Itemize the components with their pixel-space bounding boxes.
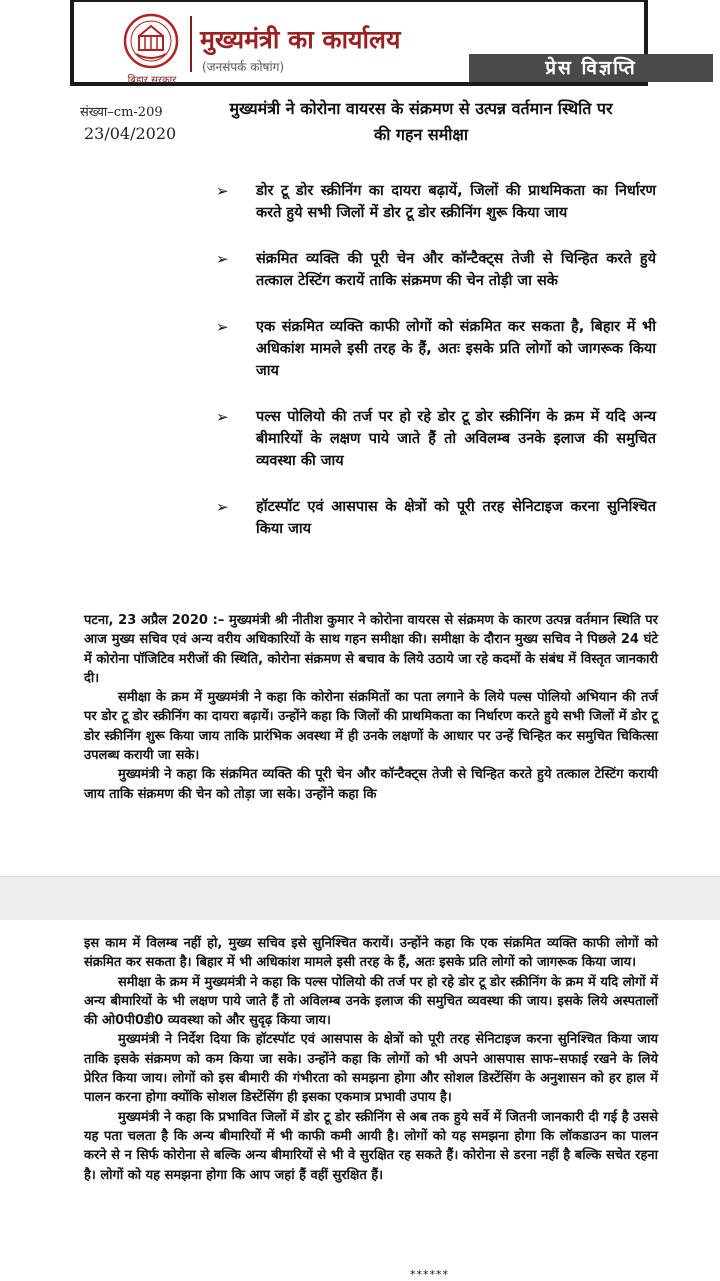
- list-item: [216, 406, 656, 472]
- bullet-text: एक संक्रमित व्यक्ति काफी लोगों को संक्रमित कर सकता है, बिहार में भी अधिकांश मामले इसी तरह के हैं, अतः इसके प्रति लोगों को जागरूक किया जाय: [256, 319, 656, 379]
- letterhead: [70, 0, 648, 86]
- paragraph-continued: इस काम में विलम्ब नहीं हो, मुख्य सचिव इसे सुनिश्चित करायें। उन्होंने कहा कि एक संक्रमित व्यक्ति काफी लोगों को संक्रमित कर सकता है। बिहार में भी अधिकांश मामले इसी तरह के हैं, अतः इसके प्रति लोगों को जागरूक किया जाय।: [84, 936, 658, 971]
- paragraph-intro: [84, 611, 658, 688]
- paragraph-intro-text: मुख्यमंत्री श्री नीतीश कुमार ने कोरोना वायरस से संक्रमण के कारण उत्पन्न वर्तमान स्थिति पर आज मुख्य सचिव एवं अन्य वरीय अधिकारियों के साथ गहन समीक्षा की। समीक्षा के दौरान मुख्य सचिव ने पिछले 24 घंटे में कोरोना पॉजिटिव मरीजों की स्थिति, कोरोना संक्रमण से बचाव के लिये उठाये जा रहे कदमों के संबंध में विस्तृत जानकारी दी।: [84, 613, 658, 686]
- dateline: पटना, 23 अप्रैल 2020 :–: [84, 613, 225, 628]
- bullet-text: पल्स पोलियो की तर्ज पर हो रहे डोर टू डोर स्क्रीनिंग के क्रम में यदि अन्य बीमारियों के लक्षण पाये जाते हैं तो अविलम्ब उनके इलाज की समुचित व्यवस्था की जाय: [256, 409, 656, 469]
- body-text-page-1: [84, 611, 658, 804]
- list-item: [216, 496, 656, 540]
- header-divider: [190, 16, 192, 72]
- paragraph: समीक्षा के क्रम में मुख्यमंत्री ने कहा कि कोरोना संक्रमितों का पता लगाने के लिये पल्स पोलियो अभियान की तर्ज पर डोर टू डोर स्क्रीनिंग का दायरा बढ़ायें। उन्होंने कहा कि जिलों की प्राथमिकता का निर्धारण करते हुये सभी जिलों में डोर टू डोर स्क्रीनिंग शुरू किया जाय ताकि प्रारंभिक अवस्था में ही उनके लक्षणों के आधार पर उन्हें चिन्हित कर समुचित चिकित्सा उपलब्ध करायी जा सके।: [84, 690, 658, 764]
- list-item: [216, 180, 656, 224]
- press-release-label: प्रेस विज्ञप्ति: [545, 57, 637, 79]
- reference-date: 23/04/2020: [84, 124, 177, 143]
- reference-number: संख्या–cm-209: [80, 105, 163, 120]
- arrow-bullet-icon: ➢: [216, 408, 229, 426]
- page-separator: [0, 876, 720, 922]
- bullet-text: संक्रमित व्यक्ति की पूरी चेन और कॉन्टैक्ट्स तेजी से चिन्हित करते हुये तत्काल टेस्टिंग करायें ताकि संक्रमण की चेन तोड़ी जा सके: [256, 251, 656, 289]
- office-subtitle: (जनसंपर्क कोषांग): [202, 60, 285, 74]
- bullet-text: हॉटस्पॉट एवं आसपास के क्षेत्रों को पूरी तरह सेनिटाइज करना सुनिश्चित किया जाय: [256, 499, 656, 537]
- end-marker: ******: [410, 1268, 449, 1281]
- arrow-bullet-icon: ➢: [216, 250, 229, 268]
- arrow-bullet-icon: ➢: [216, 498, 229, 516]
- body-text-page-2: [84, 934, 658, 1185]
- bihar-emblem-icon: [122, 12, 180, 72]
- arrow-bullet-icon: ➢: [216, 182, 229, 200]
- list-item: [216, 316, 656, 382]
- emblem-caption: बिहार सरकार: [127, 75, 177, 86]
- paragraph: मुख्यमंत्री ने निर्देश दिया कि हॉटस्पॉट एवं आसपास के क्षेत्रों को पूरी तरह सेनिटाइज करना सुनिश्चित किया जाय ताकि इसके संक्रमण को कम किया जा सके। उन्होंने कहा कि लोगों को भी अपने आसपास साफ–सफाई रखने के लिये प्रेरित किया जाय। लोगों को इस बीमारी की गंभीरता को समझना होगा और सोशल डिस्टेंसिंग के अनुशासन को हर हाल में पालन करना होगा क्योंकि सोशल डिस्टेंसिंग ही इसका एकमात्र प्रभावी उपाय है।: [84, 1032, 658, 1106]
- page-title: मुख्यमंत्री ने कोरोना वायरस के संक्रमण से उत्पन्न वर्तमान स्थिति पर की गहन समीक्षा: [229, 99, 613, 144]
- paragraph: समीक्षा के क्रम में मुख्यमंत्री ने कहा कि पल्स पोलियो की तर्ज पर हो रहे डोर टू डोर स्क्रीनिंग के क्रम में यदि लोगों में अन्य बीमारियों के भी लक्षण पाये जाते हैं तो अविलम्ब उनके इलाज की समुचित व्यवस्था की जाय। इसके लिये अस्पतालों की ओ0पी0डी0 व्यवस्था को और सुदृढ़ किया जाय।: [84, 974, 658, 1029]
- arrow-bullet-icon: ➢: [216, 318, 229, 336]
- press-release-banner: [469, 54, 713, 82]
- highlights-list: [216, 180, 656, 564]
- list-item: [216, 248, 656, 292]
- bullet-text: डोर टू डोर स्क्रीनिंग का दायरा बढ़ायें, जिलों की प्राथमिकता का निर्धारण करते हुये सभी जिलों में डोर टू डोर स्क्रीनिंग शुरू किया जाय: [256, 183, 656, 221]
- paragraph: मुख्यमंत्री ने कहा कि संक्रमित व्यक्ति की पूरी चेन और कॉन्टैक्ट्स तेजी से चिन्हित करते हुये तत्काल टेस्टिंग करायी जाय ताकि संक्रमण की चेन को तोड़ा जा सके। उन्होंने कहा कि: [84, 767, 658, 802]
- office-title: मुख्यमंत्री का कार्यालय: [200, 25, 401, 54]
- paragraph: मुख्यमंत्री ने कहा कि प्रभावित जिलों में डोर टू डोर स्क्रीनिंग से अब तक हुये सर्वे में जितनी जानकारी दी गई है उससे यह पता चलता है कि अन्य बीमारियों में भी काफी कमी आयी है। लोगों को यह समझना होगा कि लॉकडाउन का पालन करने से न सिर्फ कोरोना से बल्कि अन्य बीमारियों से भी वे सुरक्षित रह सकते हैं। कोरोना से डरना नहीं है बल्कि सचेत रहना है। लोगों को यह समझना होगा कि आप जहां हैं वहीं सुरक्षित हैं।: [84, 1109, 658, 1183]
